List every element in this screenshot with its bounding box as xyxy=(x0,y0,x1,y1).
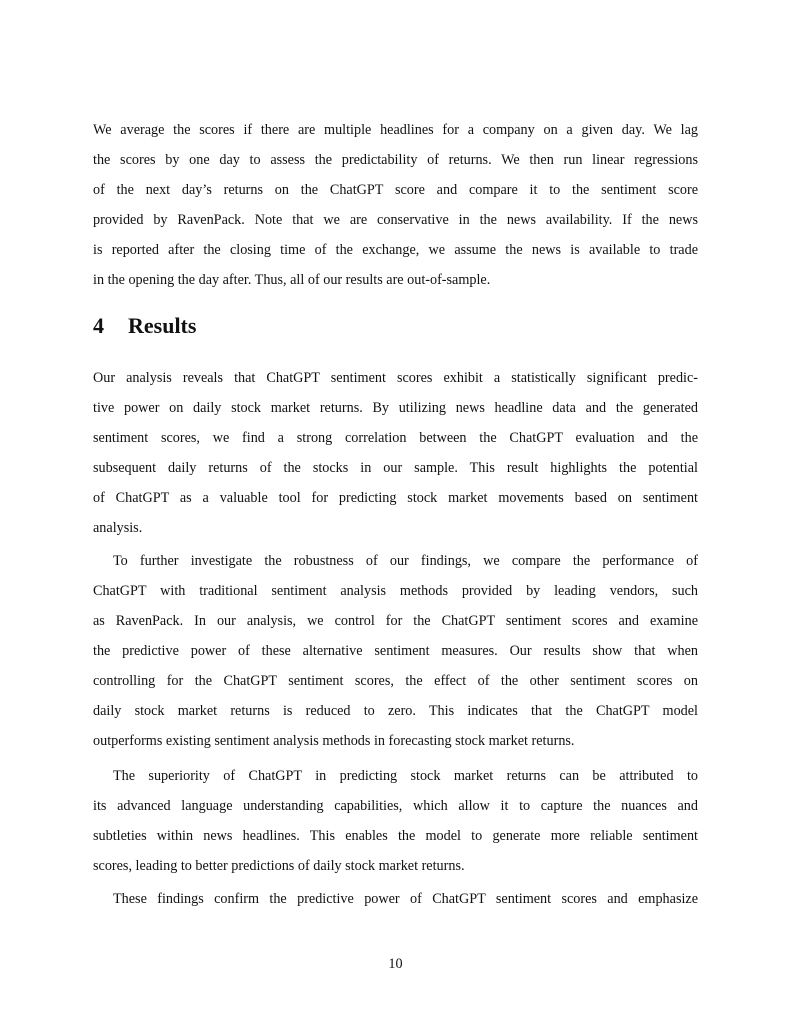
text-line: To further investigate the robustness of our findings, we compare the performance of xyxy=(113,553,698,569)
text-line: We average the scores if there are multiple headlines for a company on a given day. We lag xyxy=(93,122,698,138)
text-line: is reported after the closing time of the exchange, we assume the news is available to trade xyxy=(93,242,698,258)
text-line: ChatGPT with traditional sentiment analysis methods provided by leading vendors, such xyxy=(93,583,698,599)
text-line: of the next day’s returns on the ChatGPT score and compare it to the sentiment score xyxy=(93,182,698,198)
section-number: 4 xyxy=(93,313,104,338)
text-line: These findings confirm the predictive power of ChatGPT sentiment scores and emphasize xyxy=(113,891,698,907)
text-line: of ChatGPT as a valuable tool for predicting stock market movements based on sentiment xyxy=(93,490,698,506)
text-line: as RavenPack. In our analysis, we control for the ChatGPT sentiment scores and examine xyxy=(93,613,698,629)
text-line: outperforms existing sentiment analysis methods in forecasting stock market returns. xyxy=(93,733,575,749)
text-line: in the opening the day after. Thus, all of our results are out-of-sample. xyxy=(93,272,491,288)
text-line: provided by RavenPack. Note that we are conservative in the news availability. If the news xyxy=(93,212,698,228)
text-line: scores, leading to better predictions of daily stock market returns. xyxy=(93,858,465,874)
text-line: the scores by one day to assess the predictability of returns. We then run linear regressions xyxy=(93,152,698,168)
section-title: Results xyxy=(128,313,197,338)
text-line: subsequent daily returns of the stocks in our sample. This result highlights the potential xyxy=(93,460,698,476)
text-line: subtleties within news headlines. This enables the model to generate more reliable sentiment xyxy=(93,828,698,844)
text-line: the predictive power of these alternative sentiment measures. Our results show that when xyxy=(93,643,698,659)
text-line: tive power on daily stock market returns. By utilizing news headline data and the generated xyxy=(93,400,698,416)
text-line: analysis. xyxy=(93,520,143,536)
section-heading xyxy=(93,313,196,339)
text-line: sentiment scores, we find a strong correlation between the ChatGPT evaluation and the xyxy=(93,430,698,446)
text-line: its advanced language understanding capabilities, which allow it to capture the nuances and xyxy=(93,798,698,814)
text-line: The superiority of ChatGPT in predicting stock market returns can be attributed to xyxy=(113,768,698,784)
page-number: 10 xyxy=(388,956,403,972)
text-line: Our analysis reveals that ChatGPT sentiment scores exhibit a statistically significant predic- xyxy=(93,370,698,386)
text-line: daily stock market returns is reduced to zero. This indicates that the ChatGPT model xyxy=(93,703,698,719)
text-line: controlling for the ChatGPT sentiment scores, the effect of the other sentiment scores on xyxy=(93,673,698,689)
